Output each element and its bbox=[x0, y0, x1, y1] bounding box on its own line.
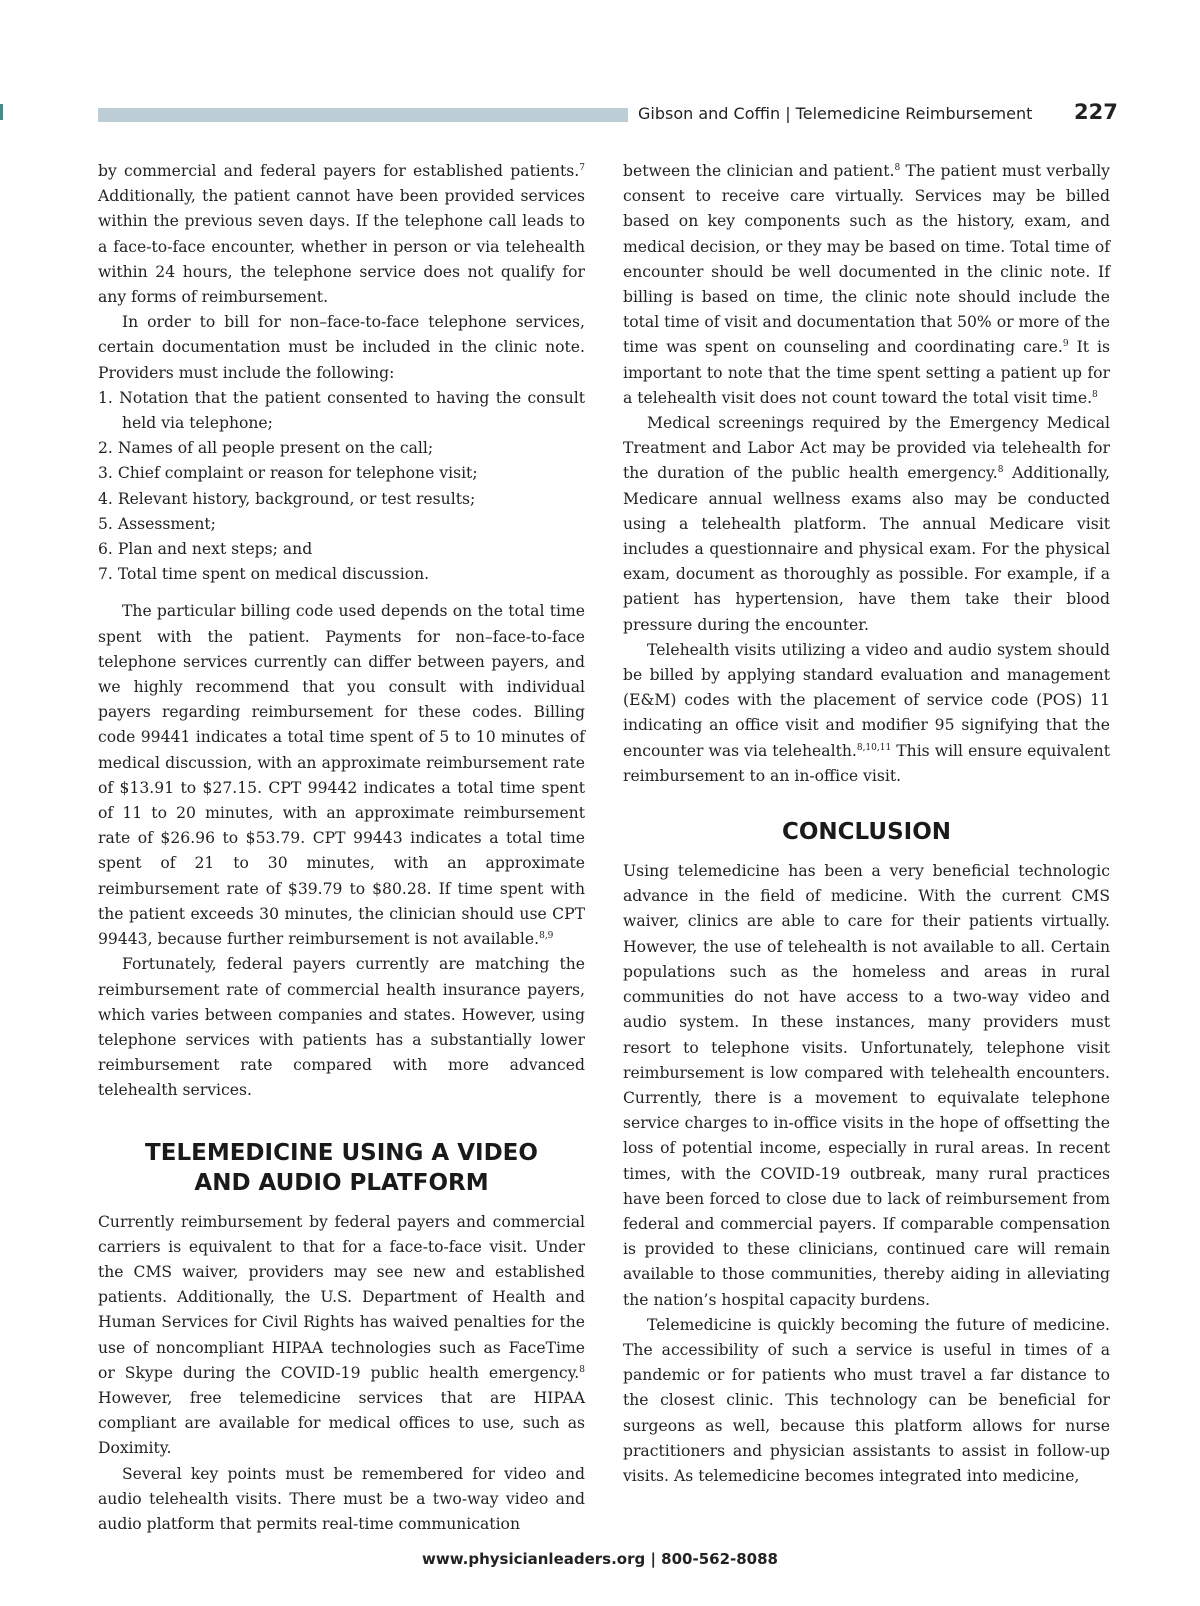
right-column bbox=[623, 159, 1110, 1489]
paragraph: Fortunately, federal payers currently are matching the reimbursement rate of commercial health insurance payers, which varies between companies and states. However, using telephone services with patients has a substantially lower reimbursement rate compared with more advanced telehealth services. bbox=[98, 955, 585, 1100]
reference: 8 bbox=[1092, 389, 1098, 400]
paragraph: Using telemedicine has been a very beneficial technologic advance in the field of medicine. With the current CMS waiver, clinics are able to care for their patients virtually. However, the use of telehealth is not available to all. Certain populations such as the homeless and areas in rural communities do not have access to a two-way video and audio system. In these instances, many providers must resort to telephone visits. Unfortunately, telephone visit reimbursement is low compared with telehealth encounters. Currently, there is a movement to equivalate telephone service charges to in-office visits in the hope of offsetting the loss of potential income, especially in rural areas. In recent times, with the COVID-19 outbreak, many rural practices have been forced to close due to lack of reimbursement from federal and commercial payers. If comparable compensation is provided to these clinicians, continued care will remain available to those communities, thereby aiding in alleviating the nation’s hospital capacity burdens. bbox=[623, 862, 1110, 1309]
list-item: 7. Total time spent on medical discussion. bbox=[98, 565, 430, 584]
reference: 8 bbox=[579, 1364, 585, 1375]
paragraph: between the clinician and patient.$^8$ The patient must verbally consent to receive care virtually. Services may be billed based on key components such as the history, exam, and medical decision, or they may be based on time. Total time of encounter should be well documented in the clinic note. If billing is based on time, the clinic note should include the total time of visit and documentation that 50% or more of the time was spent on counseling and coordinating care.$^9$ It is important to note that the time spent setting a patient up for a telehealth visit does not count toward the total visit time.$^8$ bbox=[623, 162, 1110, 407]
paragraph: Several key points must be remembered for video and audio telehealth visits. There must be a two-way video and audio platform that permits real-time communication bbox=[98, 1464, 585, 1533]
paragraph: Telemedicine is quickly becoming the future of medicine. The accessibility of such a service is useful in times of a pandemic or for patients who must travel a far distance to the closest clinic. This technology can be beneficial for surgeons as well, because this platform allows for nurse practitioners and physician assistants to assist in follow-up visits. As telemedicine becomes integrated into medicine, bbox=[623, 1315, 1110, 1485]
documentation-list bbox=[98, 386, 585, 588]
header-rule-bar bbox=[98, 108, 628, 122]
reference: 9 bbox=[1062, 339, 1069, 350]
list-item: 4. Relevant history, background, or test results; bbox=[98, 489, 476, 508]
paragraph: by commercial and federal payers for established patients.$^7$ Additionally, the patient cannot have been provided services within the previous seven days. If the telephone call leads to a face-to-face encounter, whether in person or via telehealth within 24 hours, the telephone service does not qualify for any forms of reimbursement. bbox=[98, 162, 585, 307]
list-item: 6. Plan and next steps; and bbox=[98, 540, 313, 559]
list-item: 3. Chief complaint or reason for telephone visit; bbox=[98, 464, 478, 483]
list-item: 5. Assessment; bbox=[98, 514, 216, 533]
left-column bbox=[98, 159, 585, 1537]
page-number: 227 bbox=[1074, 100, 1118, 124]
running-head: Gibson and Coffin | Telemedicine Reimbursement bbox=[638, 104, 1033, 123]
paragraph: Currently reimbursement by federal payers and commercial carriers is equivalent to that for a face-to-face visit. Under the CMS waiver, providers may see new and established patients. Additionally, the U.S. Department of Health and Human Services for Civil Rights has waived penalties for the use of noncompliant HIPAA technologies such as FaceTime or Skype during the COVID-19 public health emergency.$^8$ However, free telemedicine services that are HIPAA compliant are available for medical offices to use, such as Doximity. bbox=[98, 1212, 585, 1458]
section-heading: TELEMEDICINE USING A VIDEO AND AUDIO PLATFORM bbox=[145, 1139, 538, 1196]
reference: 7 bbox=[579, 162, 585, 173]
page-edge-mark bbox=[0, 104, 3, 120]
list-item: 2. Names of all people present on the call; bbox=[98, 439, 434, 458]
footer-contact: www.physicianleaders.org | 800-562-8088 bbox=[422, 1550, 778, 1568]
paragraph: Medical screenings required by the Emergency Medical Treatment and Labor Act may be provided via telehealth for the duration of the public health emergency.$^8$ Additionally, Medicare annual wellness exams also may be conducted using a telehealth platform. The annual Medicare visit includes a questionnaire and physical exam. For the physical exam, document as thoroughly as possible. For example, if a patient has hypertension, have them take their blood pressure during the encounter. bbox=[623, 414, 1110, 634]
section-heading: CONCLUSION bbox=[782, 819, 951, 846]
list-item: 1. Notation that the patient consented to having the consult held via telephone; bbox=[98, 388, 585, 433]
paragraph: The particular billing code used depends on the total time spent with the patient. Payments for non–face-to-face telephone services currently can differ between payers, and we highly recommend that you consult with individual payers regarding reimbursement for these codes. Billing code 99441 indicates a total time spent of 5 to 10 minutes of medical discussion, with an approximate reimbursement rate of $13.91 to $27.15. CPT 99442 indicates a total time spent of 11 to 20 minutes, with an approximate reimbursement rate of $26.96 to $53.79. CPT 99443 indicates a total time spent of 21 to 30 minutes, with an approximate reimbursement rate of $39.79 to $80.28. If time spent with the patient exceeds 30 minutes, the clinician should use CPT 99443, because further reimbursement is not available.$^{8,9}$ bbox=[98, 602, 585, 949]
reference: 8 bbox=[894, 162, 901, 173]
paragraph: In order to bill for non–face-to-face telephone services, certain documentation must be included in the clinic note. Providers must include the following: bbox=[98, 313, 585, 382]
reference: 8,9 bbox=[539, 930, 554, 941]
paragraph: Telehealth visits utilizing a video and audio system should be billed by applying standard evaluation and management (E&M) codes with the placement of service code (POS) 11 indicating an office visit and modifier 95 signifying that the encounter was via telehealth.$^{8,10,11}$ This will ensure equivalent reimbursement to an in-office visit. bbox=[623, 640, 1110, 785]
reference: 8,10,11 bbox=[856, 742, 892, 753]
reference: 8 bbox=[997, 465, 1004, 476]
